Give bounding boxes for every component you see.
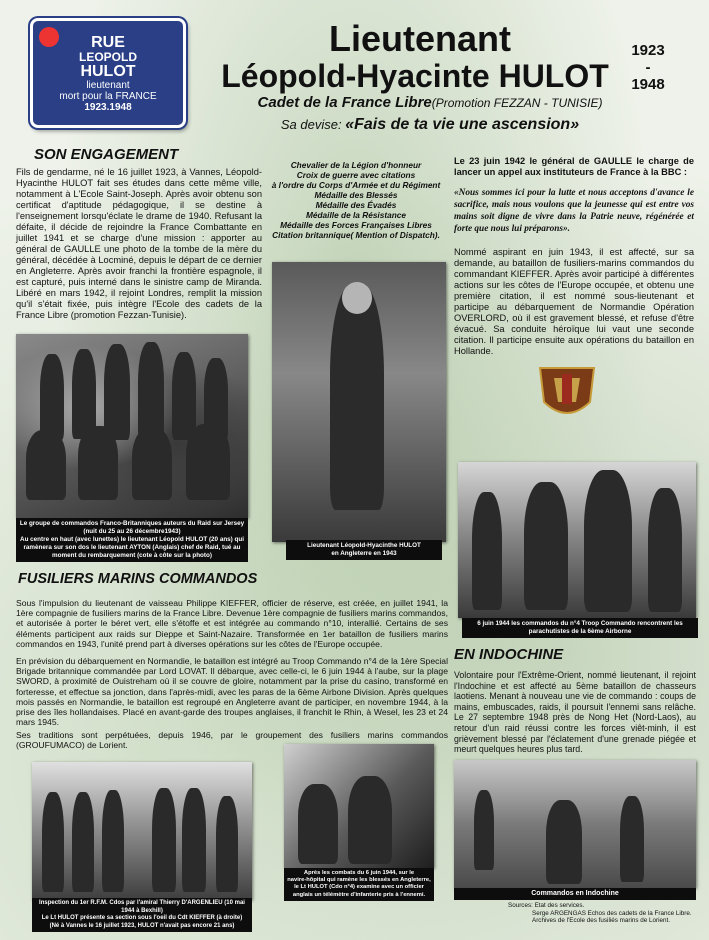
- decoration-item: Médaille des Blessés: [314, 190, 398, 200]
- caption-line: navire-hôpital qui ramène les blessés en Angleterre,: [287, 877, 431, 884]
- sign-line: LEOPOLD: [78, 50, 137, 64]
- year-dash: -: [645, 59, 651, 76]
- caption-line: anglais un télémètre d'infanterie pris à l'ennemi.: [292, 891, 426, 898]
- fusiliers-heading: FUSILIERS MARINS COMMANDOS: [18, 571, 258, 587]
- indochine-photo: [454, 760, 696, 888]
- caption-line: le Lt HULOT (Cdo n°4) examine avec un officier: [294, 884, 424, 891]
- caption-line: Lieutenant Léopold-Hyacinthe HULOT: [307, 542, 421, 549]
- decoration-item: Croix de guerre avec citations: [296, 170, 416, 180]
- caption-line: Au centre en haut (avec lunettes) le lieutenant Léopold HULOT (20 ans) qui ramènera sur son dos le lieutenant AYTON (Anglais) chef de Raid, tué au moment du rembarquement (cote à côte sur la photo): [20, 536, 244, 559]
- caption-line: Après les combats du 6 juin 1944, sur le: [303, 870, 415, 876]
- decoration-item: Médaille des Forces Françaises Libres: [280, 220, 432, 230]
- source-item: Archives de l'Ecole des fusiliés marins de Lorient.: [532, 917, 671, 924]
- caption-line: (Né à Vannes le 16 juillet 1923, HULOT n'avait pas encore 21 ans): [49, 922, 235, 929]
- decoration-item: Médaille des Évadés: [315, 200, 397, 210]
- group-photo-caption: [16, 518, 248, 562]
- year-start: 1923: [631, 42, 665, 59]
- sign-line: lieutenant: [86, 80, 130, 91]
- caption-line: 6 juin 1944 les commandos du n°4 Troop Commando rencontrent les: [477, 620, 683, 627]
- group-photo: [16, 334, 248, 518]
- indochine-text: Volontaire pour l'Extrême-Orient, nommé lieutenant, il rejoint l'Indochine et est affecté au 5ème bataillon de chasseurs laotiens. Menant à nouveau une vie de commando : coups de mains, embuscades, raids, il poursuit l'ennemi sans relâche. Le 27 septembre 1948 près de Nong Het (Nord-Laos), au retour d'un raid réussi contre les forces viêt-minh, il est grièvement blessé par l'éclatement d'une grenade piégée et meurt quelques heures plus tard.: [454, 670, 696, 755]
- indochine-caption: Commandos en Indochine: [454, 888, 696, 900]
- commando-badge-icon: [536, 362, 598, 424]
- sign-line: mort pour la FRANCE: [59, 91, 157, 102]
- fusiliers-p1: Sous l'impulsion du lieutenant de vaisseau Philippe KIEFFER, officier de réserve, est créée, en juillet 1941, la 1ère compagnie de fusiliers marins de la France Libre. Devenue 1ère compagnie de fusiliers marins commandos, et autorisée à porter le béret vert, elle s'étoffe et est intégrée au commando n°10, interallié. Certains de ses éléments participent aux raids sur Dieppe et Saint-Nazaire. Transformée en 1er bataillon de fusiliers marins commandos en 1943, l'unité prend part à diverses opérations sur les côtes de l'Europe occupée.: [16, 598, 448, 649]
- bbc-lead: Le 23 juin 1942 le général de GAULLE le charge de lancer un appel aux instituteurs de France à la BBC :: [454, 156, 694, 177]
- caption-line: Le groupe de commandos Franco-Britanniques auteurs du Raid sur Jersey: [19, 520, 245, 527]
- years: [628, 42, 668, 93]
- sources-line: [508, 902, 698, 910]
- caption-line: parachutistes de la 6ème Airborne: [528, 628, 632, 635]
- portrait-caption: [286, 540, 442, 560]
- combat-caption: [284, 868, 434, 901]
- fusiliers-p2: En prévision du débarquement en Normandie, le bataillon est intégré au Troop Commando n°4 de la 1ère Special Brigade britannique commandée par Lord LOVAT. Il débarque, avec celle-ci, le 6 juin 1944 à l'aube, sur la plage SWORD, à proximité de Ouistreham où il se couvre de gloire, notamment par la prise du casino, transformé en forteresse, et effectue sa jonction, dans l'après-midi, avec les paras de la 6ème Airbone Division. Après quelques mois passés en Normandie, le bataillon est regroupé en Angleterre avant de participer, en novembre 1944, à la prise des îles hollandaises. Placé en avant-garde des troupes anglaises, il franchit le Rhin, à Wesel, les 23 et 24 mars 1945.: [16, 656, 448, 728]
- subtitle-promotion: (Promotion FEZZAN - TUNISIE): [431, 96, 603, 110]
- sources: [508, 902, 698, 925]
- decoration-item: Chevalier de la Légion d'honneur: [290, 160, 422, 170]
- combat-photo: [284, 744, 434, 868]
- engagement-heading: SON ENGAGEMENT: [34, 146, 179, 163]
- fusiliers-p3: Ses traditions sont perpétuées, depuis 1946, par le groupement des fusiliers marins commandos (GROUFUMACO) de Lorient.: [16, 730, 448, 751]
- bbc-quote: «Nous sommes ici pour la lutte et nous acceptons d'avance le sacrifice, mais nous voulons que la jeunesse qui est entre vos mains soit digne de vivre dans la Patrie neuve, régénérée et forte que nous lui préparons».: [454, 188, 694, 234]
- sign-line: 1923.1948: [84, 102, 132, 113]
- decoration-item: à l'ordre du Corps d'Armée et du Régiment: [271, 180, 441, 190]
- devise: [210, 116, 650, 134]
- sign-line: RUE: [91, 34, 125, 51]
- caption-line: Le Lt HULOT présente sa section sous l'oeil du Cdt KIEFFER (à droite): [41, 915, 243, 921]
- caption-line: en Angleterre en 1943: [331, 550, 397, 557]
- page-title-line2: Léopold-Hyacinte HULOT: [221, 58, 609, 94]
- year-end: 1948: [631, 76, 665, 93]
- subtitle: [210, 94, 650, 111]
- subtitle-main: Cadet de la France Libre: [257, 94, 432, 111]
- decorations-list: [264, 160, 448, 240]
- source-item: Etat des services.: [534, 902, 585, 909]
- decoration-item: Médaille de la Résistance: [305, 210, 407, 220]
- indochine-heading: EN INDOCHINE: [454, 646, 564, 663]
- page-title-line1: Lieutenant: [328, 18, 511, 59]
- inspection-photo: [32, 762, 252, 900]
- inspection-caption: [32, 898, 252, 932]
- logo-icon: [39, 27, 59, 47]
- portrait-photo: [272, 262, 446, 542]
- source-item: Serge ARGENGAS Echos des cadets de la France Libre.: [532, 909, 692, 917]
- june-1944-caption: [462, 618, 698, 638]
- caption-line: Inspection du 1er R.F.M. Cdos par l'amiral Thierry D'ARGENLIEU (10 mai 1944 à Bexhill): [39, 900, 245, 914]
- sign-line: HULOT: [80, 63, 136, 80]
- bbc-text: Nommé aspirant en juin 1943, il est affecté, sur sa demande, au bataillon de fusiliers-marins commandos du commandant KIEFFER. Après avoir participé à différentes actions sur les côtes de l'Europe occupée, et obtenu une première citation, il est nommé sous-lieutenant et participe au débarquement de Normandie Opération OVERLORD, où il est gravement blessé, et refuse d'être évacué. Sa conduite héroïque lui vaut une seconde citation. Il participe ensuite aux opérations du bataillon en Hollande.: [454, 247, 694, 356]
- decoration-item: Citation britannique( Mention of Dispatch).: [272, 230, 440, 240]
- devise-text: «Fais de ta vie une ascension»: [345, 116, 580, 133]
- devise-label: Sa devise:: [280, 117, 346, 132]
- sources-label: Sources:: [508, 902, 533, 909]
- june-1944-photo: [458, 462, 696, 618]
- street-sign: [30, 18, 186, 128]
- engagement-text: Fils de gendarme, né le 16 juillet 1923, à Vannes, Léopold-Hyacinthe HULOT fait ses études dans cette même ville, notamment à L'Ecole Saint-Joseph. Après avoir obtenu son certificat d'aptitude pédagogique, il se destine à l'enseignement lorsqu'éclate le drame de 1940. Refusant la défaite, il décide de rejoindre la France Combattante en juillet 1941 et se charge d'une mission : apporter au général de GAULLE une photo de la tombe de la mère du général, décédée à Locminé, depuis le départ de ce dernier en Angleterre. Après avoir franchi la frontière espagnole, il est capturé, puis interné dans le sinistre camp de Miranda. Libéré en mars 1942, il rejoint Londres, remplit la mission qu'il s'était fixée, puis intègre l'Ecole des cadets de la France Libre (promotion Fezzan-Tunisie).: [16, 167, 262, 320]
- caption-line: (nuit du 25 au 26 décembre1943): [83, 528, 181, 535]
